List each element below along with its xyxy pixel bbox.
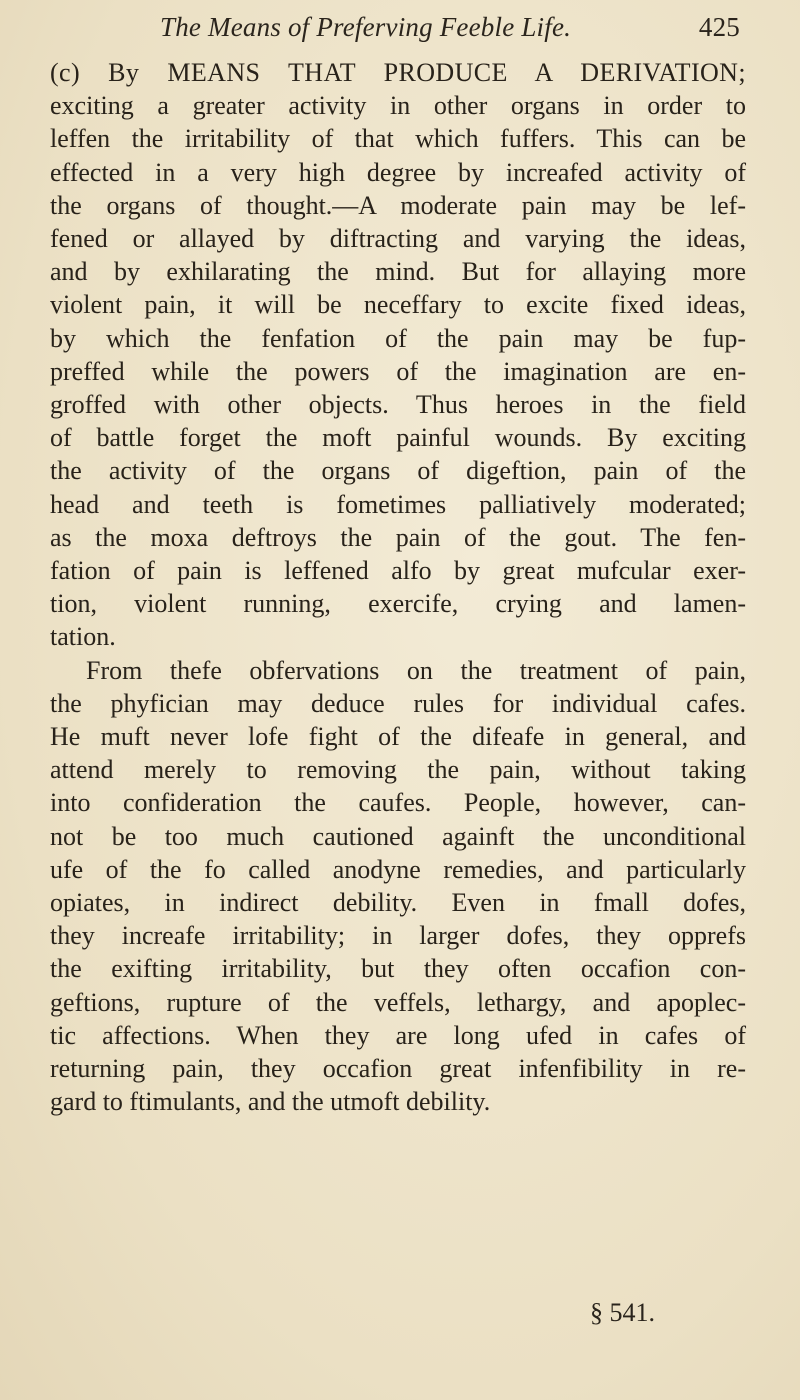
text-line: the phyfician may deduce rules for individual cafes. [50, 688, 746, 718]
text-line: returning pain, they occafion great infenfibility in re- [50, 1054, 746, 1084]
text-line: fened or allayed by diftracting and varying the ideas, [50, 224, 746, 254]
text-line: of battle forget the moft painful wounds. By exciting [50, 423, 746, 453]
text-line: geftions, rupture of the veffels, lethargy, and apoplec- [50, 987, 746, 1017]
text-line: ufe of the fo called anodyne remedies, and particularly [50, 854, 746, 884]
text-line: gard to ftimulants, and the utmoft debility. [50, 1087, 491, 1117]
text-line: violent pain, it will be neceffary to excite fixed ideas, [50, 290, 746, 320]
text-line: head and teeth is fometimes palliatively moderated; [50, 489, 746, 519]
page-number: 425 [698, 12, 740, 42]
text-line: opiates, in indirect debility. Even in fmall dofes, [50, 888, 746, 918]
text-line: not be too much cautioned againft the unconditional [50, 821, 746, 851]
text-line: and by exhilarating the mind. But for allaying more [50, 257, 746, 287]
running-head [160, 12, 740, 46]
paragraph-section-c [50, 56, 746, 654]
text-line: He muft never lofe fight of the difeafe in general, and [50, 722, 746, 752]
text-line: by which the fenfation of the pain may be fup- [50, 323, 746, 353]
text-line: into confideration the caufes. People, however, can- [50, 788, 746, 818]
text-line: exciting a greater activity in other organs in order to [50, 91, 746, 121]
text-line: the organs of thought.—A moderate pain may be lef- [50, 190, 746, 220]
text-line: leffen the irritability of that which fuffers. This can be [50, 124, 746, 154]
text-line: fation of pain is leffened alfo by great mufcular exer- [50, 556, 746, 586]
text-line: attend merely to removing the pain, without taking [50, 755, 746, 785]
text-line: the activity of the organs of digeftion, pain of the [50, 456, 746, 486]
text-line: preffed while the powers of the imagination are en- [50, 356, 746, 386]
text-line: tion, violent running, exercife, crying and lamen- [50, 589, 746, 619]
catchword: § 541. [590, 1298, 655, 1327]
text-line: (c) By MEANS THAT PRODUCE A DERIVATION; [50, 58, 746, 87]
paragraph-2 [50, 654, 746, 1119]
text-line: tic affections. When they are long ufed in cafes of [50, 1020, 746, 1050]
text-line: From thefe obfervations on the treatment of pain, [86, 655, 746, 685]
text-line: effected in a very high degree by increafed activity of [50, 157, 746, 187]
text-line: groffed with other objects. Thus heroes in the field [50, 390, 746, 420]
body-text [50, 56, 746, 1119]
text-line: tation. [50, 622, 116, 652]
running-head-title: The Means of Preferving Feeble Life. [160, 12, 572, 42]
text-line: they increafe irritability; in larger dofes, they opprefs [50, 921, 746, 951]
text-line: the exifting irritability, but they often occafion con- [50, 954, 746, 984]
text-line: as the moxa deftroys the pain of the gout. The fen- [50, 522, 746, 552]
